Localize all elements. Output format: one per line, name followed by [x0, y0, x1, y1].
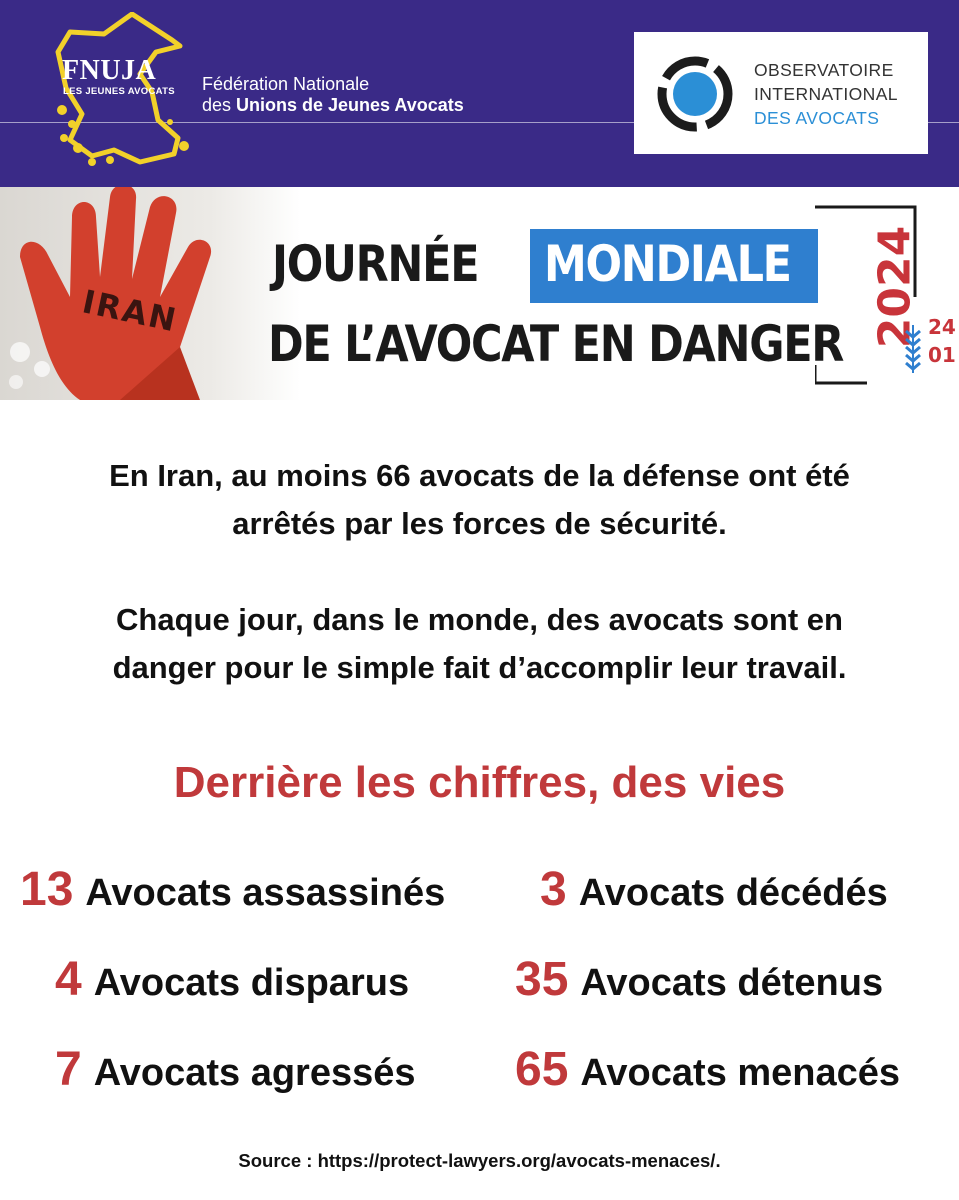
wheat-icon — [903, 325, 923, 373]
stat-number: 13 — [20, 863, 74, 916]
event-banner — [0, 187, 959, 400]
stat-number: 4 — [55, 953, 82, 1006]
federation-name-line2 — [202, 95, 464, 116]
banner-day: 24 — [928, 315, 956, 339]
stat-label: Avocats agressés — [93, 1052, 416, 1094]
banner-highlight-text: MONDIALE — [544, 235, 791, 293]
oia-logo-box — [634, 32, 928, 154]
federation-name-line1: Fédération Nationale — [202, 74, 370, 94]
stat-number: 35 — [515, 953, 569, 1006]
section-headline: Derrière les chiffres, des vies — [173, 758, 786, 807]
oia-text-line1: OBSERVATOIRE — [754, 60, 894, 80]
banner-highlight-box — [530, 229, 818, 303]
stat-number: 3 — [540, 863, 567, 916]
federation-name-bold: Unions de Jeunes Avocats — [236, 95, 464, 115]
world-paragraph-line1: Chaque jour, dans le monde, des avocats sont en — [116, 602, 843, 637]
banner-title-line2: DE L’AVOCAT EN DANGER — [268, 315, 844, 373]
source-citation: Source : https://protect-lawyers.org/avocats-menaces/. — [238, 1150, 721, 1171]
banner-month: 01 — [928, 343, 956, 367]
federation-name-prefix: des — [202, 95, 237, 115]
oia-text-line3: DES AVOCATS — [754, 108, 880, 128]
stat-label: Avocats menacés — [580, 1052, 901, 1094]
stat-label: Avocats assassinés — [85, 872, 446, 914]
stat-item — [55, 1042, 416, 1097]
oia-ring-icon — [651, 50, 739, 138]
stat-item — [20, 862, 445, 917]
fnuja-logo-text: FNUJA — [62, 55, 157, 86]
world-paragraph — [0, 596, 959, 692]
iran-paragraph-line2: arrêtés par les forces de sécurité. — [232, 506, 727, 541]
stat-item — [55, 952, 409, 1007]
stat-item — [540, 862, 888, 917]
banner-title-line1: JOURNÉE — [272, 235, 479, 293]
iran-paragraph-line1: En Iran, au moins 66 avocats de la défense ont été — [109, 458, 850, 493]
stat-item — [515, 1042, 900, 1097]
hand-text: IRAN — [79, 282, 181, 340]
stat-number: 7 — [55, 1043, 82, 1096]
fnuja-logo-subtext: LES JEUNES AVOCATS — [63, 86, 175, 97]
stat-number: 65 — [515, 1043, 569, 1096]
iran-paragraph — [0, 452, 959, 548]
stat-item — [515, 952, 883, 1007]
stat-label: Avocats disparus — [93, 962, 410, 1004]
world-paragraph-line2: danger pour le simple fait d’accomplir leur travail. — [112, 650, 847, 685]
stat-label: Avocats décédés — [578, 872, 888, 914]
stat-label: Avocats détenus — [580, 962, 884, 1004]
oia-text-line2: INTERNATIONAL — [754, 84, 898, 104]
header-band — [0, 0, 959, 187]
banner-year: 2024 — [869, 225, 921, 349]
